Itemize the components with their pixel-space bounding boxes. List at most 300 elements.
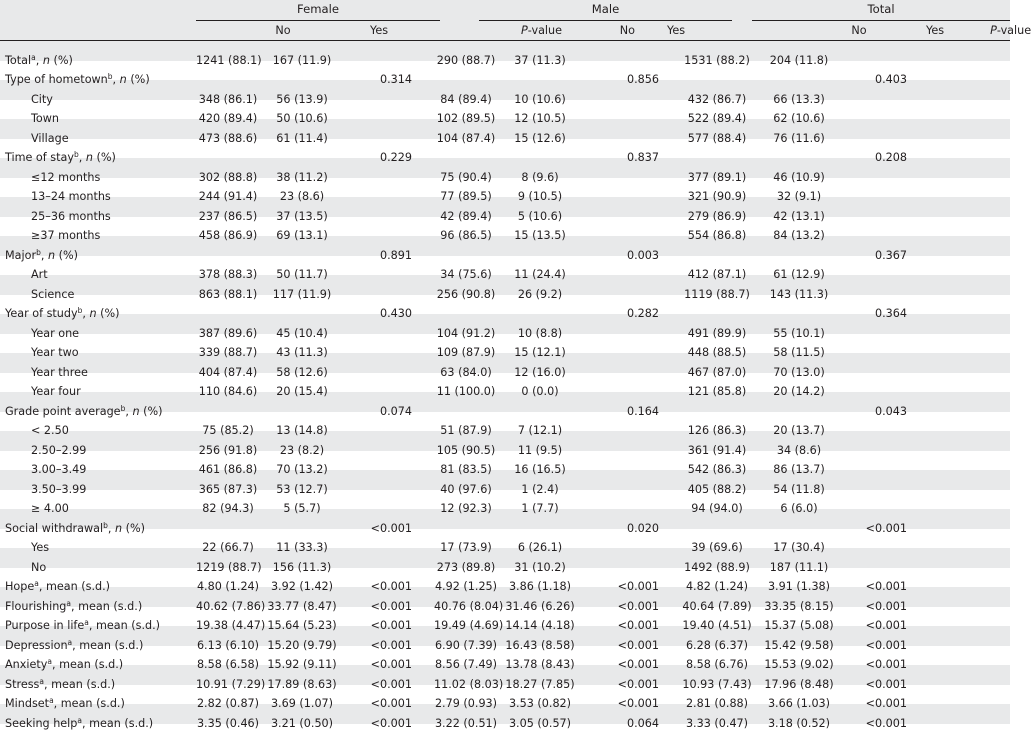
table-row xyxy=(0,587,1010,607)
row-cells xyxy=(0,353,1010,379)
table-cell: 13.78 (8.43) xyxy=(505,658,575,672)
table-cell: 167 (11.9) xyxy=(272,53,332,67)
table-row xyxy=(0,178,1010,198)
table-row xyxy=(0,646,1010,666)
table-row xyxy=(0,626,1010,646)
row-cells xyxy=(0,314,1010,340)
table-cell: 143 (11.3) xyxy=(769,287,829,301)
row-label: < 2.50 xyxy=(31,424,69,438)
table-cell: 45 (10.4) xyxy=(276,326,328,340)
row-cells xyxy=(0,41,1010,67)
table-row xyxy=(0,139,1010,159)
table-cell: 577 (88.4) xyxy=(687,131,747,145)
table-cell: 2.82 (0.87) xyxy=(196,697,260,711)
table-cell: 8.58 (6.76) xyxy=(685,658,749,672)
row-label: 2.50–2.99 xyxy=(31,443,87,457)
row-label: Year three xyxy=(31,365,88,379)
table-cell: 348 (86.1) xyxy=(198,92,258,106)
table-cell: <0.001 xyxy=(370,619,412,633)
header-blank xyxy=(0,0,196,21)
table-cell: <0.001 xyxy=(370,658,412,672)
row-label: Depression$^a$, mean (s.d.) xyxy=(5,637,144,652)
table-cell: 11 (24.4) xyxy=(514,268,566,282)
row-cells xyxy=(0,256,1010,282)
table-cell: 20 (15.4) xyxy=(276,385,328,399)
table-cell: 37 (11.3) xyxy=(514,53,566,67)
row-label: No xyxy=(31,560,47,574)
table-cell: 105 (90.5) xyxy=(436,443,496,457)
table-cell: 420 (89.4) xyxy=(198,112,258,126)
table-cell: 10.93 (7.43) xyxy=(682,677,752,691)
table-cell: 42 (13.1) xyxy=(773,209,825,223)
table-cell: 3.21 (0.50) xyxy=(270,716,334,730)
row-cells xyxy=(0,607,1010,633)
table-cell: 23 (8.6) xyxy=(279,190,325,204)
row-cells xyxy=(0,100,1010,126)
table-cell: 69 (13.1) xyxy=(276,229,328,243)
table-cell: <0.001 xyxy=(370,697,412,711)
table-cell: 75 (85.2) xyxy=(202,424,254,438)
table-cell: <0.001 xyxy=(617,599,659,613)
table-cell: 11.02 (8.03) xyxy=(434,677,504,691)
table-cell: 404 (87.4) xyxy=(198,365,258,379)
row-label: Time of stay$^b$, n (%) xyxy=(5,150,116,165)
table-row xyxy=(0,100,1010,120)
table-cell: 863 (88.1) xyxy=(198,287,258,301)
table-cell: 38 (11.2) xyxy=(276,170,328,184)
table-cell: 20 (14.2) xyxy=(773,385,825,399)
row-cells xyxy=(0,626,1010,652)
table-cell: 58 (12.6) xyxy=(276,365,328,379)
table-cell: <0.001 xyxy=(370,716,412,730)
table-cell: 204 (11.8) xyxy=(769,53,829,67)
row-cells xyxy=(0,665,1010,691)
table-cell: 94 (94.0) xyxy=(691,502,743,516)
table-cell: 17 (73.9) xyxy=(440,541,492,555)
table-cell: 448 (88.5) xyxy=(687,346,747,360)
table-cell: 70 (13.0) xyxy=(773,365,825,379)
table-row xyxy=(0,158,1010,178)
table-cell: 0.020 xyxy=(626,521,659,535)
table-row xyxy=(0,392,1010,412)
table-cell: 273 (89.8) xyxy=(436,560,496,574)
table-cell: 31 (10.2) xyxy=(514,560,566,574)
row-cells xyxy=(0,158,1010,184)
table-cell: 19.49 (4.69) xyxy=(434,619,504,633)
table-cell: <0.001 xyxy=(617,697,659,711)
table-cell: 43 (11.3) xyxy=(276,346,328,360)
table-row xyxy=(0,529,1010,549)
table-cell: 473 (88.6) xyxy=(198,131,258,145)
table-cell: 33.77 (8.47) xyxy=(267,599,337,613)
row-label: 13–24 months xyxy=(31,190,111,204)
row-label: Town xyxy=(31,112,60,126)
table-cell: 40.76 (8.04) xyxy=(434,599,504,613)
table-cell: 187 (11.1) xyxy=(769,560,829,574)
table-cell: 432 (86.7) xyxy=(687,92,747,106)
table-cell: 405 (88.2) xyxy=(687,482,747,496)
table-cell: 0.229 xyxy=(379,151,412,165)
table-row xyxy=(0,490,1010,510)
table-cell: 8.58 (6.58) xyxy=(196,658,260,672)
table-cell: 26 (9.2) xyxy=(517,287,563,301)
table-cell: 10 (10.6) xyxy=(514,92,566,106)
row-label: 25–36 months xyxy=(31,209,111,223)
table-cell: 237 (86.5) xyxy=(198,209,258,223)
table-cell: 104 (91.2) xyxy=(436,326,496,340)
table-cell: 50 (10.6) xyxy=(276,112,328,126)
row-label: Total$^a$, n (%) xyxy=(5,52,73,67)
row-label: Social withdrawal$^b$, n (%) xyxy=(5,520,146,535)
table-cell: 15 (12.6) xyxy=(514,131,566,145)
table-cell: 0.367 xyxy=(874,248,907,262)
table-cell: <0.001 xyxy=(370,580,412,594)
table-cell: 387 (89.6) xyxy=(198,326,258,340)
table-cell: 4.92 (1.25) xyxy=(434,580,498,594)
table-cell: 0.837 xyxy=(626,151,659,165)
table-cell: <0.001 xyxy=(865,599,907,613)
table-row xyxy=(0,236,1010,256)
row-cells xyxy=(0,704,1010,730)
row-label: Yes xyxy=(31,541,50,555)
table-cell: 6.28 (6.37) xyxy=(685,638,749,652)
row-label: Major$^b$, n (%) xyxy=(5,247,78,262)
group-label-female: Female xyxy=(196,0,440,21)
table-cell: 6 (26.1) xyxy=(517,541,563,555)
row-cells xyxy=(0,217,1010,243)
table-row xyxy=(0,431,1010,451)
table-row xyxy=(0,256,1010,276)
table-cell: 77 (89.5) xyxy=(440,190,492,204)
row-label: ≥ 4.00 xyxy=(31,502,69,516)
table-cell: 6 (6.0) xyxy=(780,502,818,516)
table-cell: 13 (14.8) xyxy=(276,424,328,438)
table-cell: 10 (8.8) xyxy=(517,326,563,340)
table-cell: 1 (7.7) xyxy=(521,502,559,516)
table-cell: 3.66 (1.03) xyxy=(767,697,831,711)
table-cell: 0 (0.0) xyxy=(521,385,559,399)
table-cell: 18.27 (7.85) xyxy=(505,677,575,691)
table-cell: 33.35 (8.15) xyxy=(764,599,834,613)
table-cell: 12 (10.5) xyxy=(514,112,566,126)
row-label: Mindset$^a$, mean (s.d.) xyxy=(5,696,125,711)
table-cell: <0.001 xyxy=(865,697,907,711)
table-cell: 15.37 (5.08) xyxy=(764,619,834,633)
table-cell: 40 (97.6) xyxy=(440,482,492,496)
table-cell: 2.79 (0.93) xyxy=(434,697,498,711)
table-cell: 6.13 (6.10) xyxy=(196,638,260,652)
table-cell: 86 (13.7) xyxy=(773,463,825,477)
table-cell: 0.043 xyxy=(874,404,907,418)
table-cell: 1531 (88.2) xyxy=(684,53,750,67)
table-row xyxy=(0,334,1010,354)
table-row xyxy=(0,470,1010,490)
table-cell: 0.282 xyxy=(626,307,659,321)
table-cell: <0.001 xyxy=(617,619,659,633)
table-cell: 1119 (88.7) xyxy=(684,287,750,301)
table-cell: 23 (8.2) xyxy=(279,443,325,457)
table-cell: 0.164 xyxy=(626,404,659,418)
row-label: Year one xyxy=(31,326,80,340)
row-cells xyxy=(0,61,1010,87)
table-cell: 17.96 (8.48) xyxy=(764,677,834,691)
table-row xyxy=(0,704,1010,724)
table-cell: 46 (10.9) xyxy=(773,170,825,184)
table-cell: 50 (11.7) xyxy=(276,268,328,282)
sub-header-row xyxy=(0,21,1010,41)
row-label: Hope$^a$, mean (s.d.) xyxy=(5,579,111,594)
table-cell: 15 (12.1) xyxy=(514,346,566,360)
table-cell: 377 (89.1) xyxy=(687,170,747,184)
table-cell: 412 (87.1) xyxy=(687,268,747,282)
table-cell: 32 (9.1) xyxy=(776,190,822,204)
row-label: Year four xyxy=(31,385,81,399)
table-cell: 378 (88.3) xyxy=(198,268,258,282)
table-row xyxy=(0,314,1010,334)
table-row xyxy=(0,509,1010,529)
row-label: Purpose in life$^a$, mean (s.d.) xyxy=(5,618,161,633)
row-cells xyxy=(0,431,1010,457)
table-cell: 3.92 (1.42) xyxy=(270,580,334,594)
table-row xyxy=(0,412,1010,432)
table-row xyxy=(0,353,1010,373)
table-cell: 40.64 (7.89) xyxy=(682,599,752,613)
table-row xyxy=(0,685,1010,705)
table-cell: 56 (13.9) xyxy=(276,92,328,106)
row-label: 3.00–3.49 xyxy=(31,463,87,477)
table-cell: 126 (86.3) xyxy=(687,424,747,438)
table-cell: 104 (87.4) xyxy=(436,131,496,145)
table-cell: 279 (86.9) xyxy=(687,209,747,223)
table-cell: 70 (13.2) xyxy=(276,463,328,477)
group-header-total xyxy=(752,0,1010,21)
table-cell: <0.001 xyxy=(865,521,907,535)
table-cell: 63 (84.0) xyxy=(440,365,492,379)
table-cell: <0.001 xyxy=(865,716,907,730)
table-cell: 12 (16.0) xyxy=(514,365,566,379)
table-row xyxy=(0,607,1010,627)
row-cells xyxy=(0,587,1010,613)
row-cells xyxy=(0,80,1010,106)
table-row xyxy=(0,80,1010,100)
row-label: ≤12 months xyxy=(31,170,101,184)
table-cell: 542 (86.3) xyxy=(687,463,747,477)
table-cell: 3.33 (0.47) xyxy=(685,716,749,730)
table-cell: 244 (91.4) xyxy=(198,190,258,204)
table-cell: 458 (86.9) xyxy=(198,229,258,243)
table-cell: 0.064 xyxy=(626,716,659,730)
table-cell: 84 (13.2) xyxy=(773,229,825,243)
table-cell: 0.430 xyxy=(379,307,412,321)
table-cell: 12 (92.3) xyxy=(440,502,492,516)
table-cell: 361 (91.4) xyxy=(687,443,747,457)
col-female-no: No xyxy=(196,21,370,41)
table-cell: <0.001 xyxy=(617,677,659,691)
table-row xyxy=(0,373,1010,393)
table-cell: 3.18 (0.52) xyxy=(767,716,831,730)
table-row xyxy=(0,41,1010,61)
table-cell: 96 (86.5) xyxy=(440,229,492,243)
row-cells xyxy=(0,178,1010,204)
table-cell: 11 (9.5) xyxy=(517,443,563,457)
row-label: Village xyxy=(31,131,69,145)
row-label: Art xyxy=(31,268,48,282)
table-row xyxy=(0,61,1010,81)
table-cell: 51 (87.9) xyxy=(440,424,492,438)
table-cell: 53 (12.7) xyxy=(276,482,328,496)
table-cell: 66 (13.3) xyxy=(773,92,825,106)
table-cell: 20 (13.7) xyxy=(773,424,825,438)
table-cell: 256 (91.8) xyxy=(198,443,258,457)
table-cell: 19.40 (4.51) xyxy=(682,619,752,633)
table-cell: 3.05 (0.57) xyxy=(508,716,572,730)
col-total-yes-pvalue: Yes P-value xyxy=(926,21,1010,41)
group-header-row xyxy=(0,0,1010,21)
table-cell: <0.001 xyxy=(617,658,659,672)
table-cell: 40.62 (7.86) xyxy=(196,599,266,613)
table-cell: 522 (89.4) xyxy=(687,112,747,126)
table-cell: <0.001 xyxy=(865,619,907,633)
table-cell: 31.46 (6.26) xyxy=(505,599,575,613)
table-cell: 1492 (88.9) xyxy=(684,560,750,574)
table-cell: 58 (11.5) xyxy=(773,346,825,360)
row-cells xyxy=(0,119,1010,145)
col-female-yes: Yes xyxy=(370,21,440,41)
row-label: Stress$^a$, mean (s.d.) xyxy=(5,676,116,691)
row-cells xyxy=(0,509,1010,535)
table-cell: 62 (10.6) xyxy=(773,112,825,126)
row-cells xyxy=(0,568,1010,594)
table-cell: 39 (69.6) xyxy=(691,541,743,555)
row-label: Type of hometown$^b$, n (%) xyxy=(5,72,150,87)
table-cell: 76 (11.6) xyxy=(773,131,825,145)
table-cell: 121 (85.8) xyxy=(687,385,747,399)
row-cells xyxy=(0,470,1010,496)
table-cell: 0.856 xyxy=(626,73,659,87)
table-row xyxy=(0,548,1010,568)
row-cells xyxy=(0,412,1010,438)
row-label: Anxiety$^a$, mean (s.d.) xyxy=(5,657,124,672)
table-cell: 8 (9.6) xyxy=(521,170,559,184)
table-row xyxy=(0,119,1010,139)
table-cell: 302 (88.8) xyxy=(198,170,258,184)
group-header-male xyxy=(479,0,732,21)
table-cell: 0.074 xyxy=(379,404,412,418)
table-cell: <0.001 xyxy=(370,521,412,535)
table-cell: 1219 (88.7) xyxy=(196,560,262,574)
table-cell: 102 (89.5) xyxy=(436,112,496,126)
table-cell: 15.42 (9.58) xyxy=(764,638,834,652)
table-row xyxy=(0,197,1010,217)
table-cell: 7 (12.1) xyxy=(517,424,563,438)
table-cell: 75 (90.4) xyxy=(440,170,492,184)
row-cells xyxy=(0,275,1010,301)
table-cell: 8.56 (7.49) xyxy=(434,658,498,672)
row-label: Grade point average$^b$, n (%) xyxy=(5,403,163,418)
row-cells xyxy=(0,529,1010,555)
row-cells xyxy=(0,451,1010,477)
table-cell: 16 (16.5) xyxy=(514,463,566,477)
table-row xyxy=(0,275,1010,295)
table-cell: 110 (84.6) xyxy=(198,385,258,399)
table-cell: <0.001 xyxy=(865,580,907,594)
table-cell: 3.22 (0.51) xyxy=(434,716,498,730)
row-cells xyxy=(0,139,1010,165)
table-cell: 37 (13.5) xyxy=(276,209,328,223)
row-label: ≥37 months xyxy=(31,229,101,243)
table-cell: 5 (10.6) xyxy=(517,209,563,223)
table-cell: 339 (88.7) xyxy=(198,346,258,360)
table-cell: 54 (11.8) xyxy=(773,482,825,496)
table-cell: <0.001 xyxy=(865,638,907,652)
table-cell: 15.92 (9.11) xyxy=(267,658,337,672)
table-cell: 9 (10.5) xyxy=(517,190,563,204)
table-cell: <0.001 xyxy=(865,677,907,691)
table-cell: 467 (87.0) xyxy=(687,365,747,379)
table-cell: 0.891 xyxy=(379,248,412,262)
col-male-yes: Yes xyxy=(665,21,752,41)
row-cells xyxy=(0,392,1010,418)
table-cell: 4.80 (1.24) xyxy=(196,580,260,594)
table-cell: 15.53 (9.02) xyxy=(764,658,834,672)
table-row xyxy=(0,451,1010,471)
row-label: Year two xyxy=(31,346,79,360)
row-cells xyxy=(0,197,1010,223)
table-cell: 156 (11.3) xyxy=(272,560,332,574)
row-label: City xyxy=(31,92,53,106)
group-header-female xyxy=(196,0,440,21)
col-female-pvalue: P-value xyxy=(440,21,565,41)
row-cells xyxy=(0,334,1010,360)
row-cells xyxy=(0,295,1010,321)
table-cell: 22 (66.7) xyxy=(202,541,254,555)
table-cell: 0.208 xyxy=(874,151,907,165)
row-cells xyxy=(0,685,1010,711)
table-cell: <0.001 xyxy=(370,638,412,652)
group-label-total: Total xyxy=(752,0,1010,21)
table-cell: 15 (13.5) xyxy=(514,229,566,243)
table-row xyxy=(0,568,1010,588)
table-cell: 55 (10.1) xyxy=(773,326,825,340)
table-cell: 0.003 xyxy=(626,248,659,262)
table-cell: 1241 (88.1) xyxy=(196,53,262,67)
table-cell: 5 (5.7) xyxy=(283,502,321,516)
table-cell: 15.64 (5.23) xyxy=(267,619,337,633)
table-cell: 4.82 (1.24) xyxy=(685,580,749,594)
table-body xyxy=(0,41,1010,730)
table-row xyxy=(0,665,1010,685)
table-cell: 19.38 (4.47) xyxy=(196,619,266,633)
table-row xyxy=(0,217,1010,237)
table-cell: 10.91 (7.29) xyxy=(196,677,266,691)
table-cell: 3.86 (1.18) xyxy=(508,580,572,594)
table-cell: 61 (12.9) xyxy=(773,268,825,282)
table-cell: 82 (94.3) xyxy=(202,502,254,516)
table-cell: 17.89 (8.63) xyxy=(267,677,337,691)
table-cell: 2.81 (0.88) xyxy=(685,697,749,711)
table-cell: 256 (90.8) xyxy=(436,287,496,301)
table-cell: 3.53 (0.82) xyxy=(508,697,572,711)
table-cell: 109 (87.9) xyxy=(436,346,496,360)
table-cell: 117 (11.9) xyxy=(272,287,332,301)
row-label: Science xyxy=(31,287,75,301)
table-cell: 290 (88.7) xyxy=(436,53,496,67)
table-row xyxy=(0,295,1010,315)
table-cell: 6.90 (7.39) xyxy=(434,638,498,652)
table-cell: 0.403 xyxy=(874,73,907,87)
table-cell: 0.314 xyxy=(379,73,412,87)
table-cell: 1 (2.4) xyxy=(521,482,559,496)
